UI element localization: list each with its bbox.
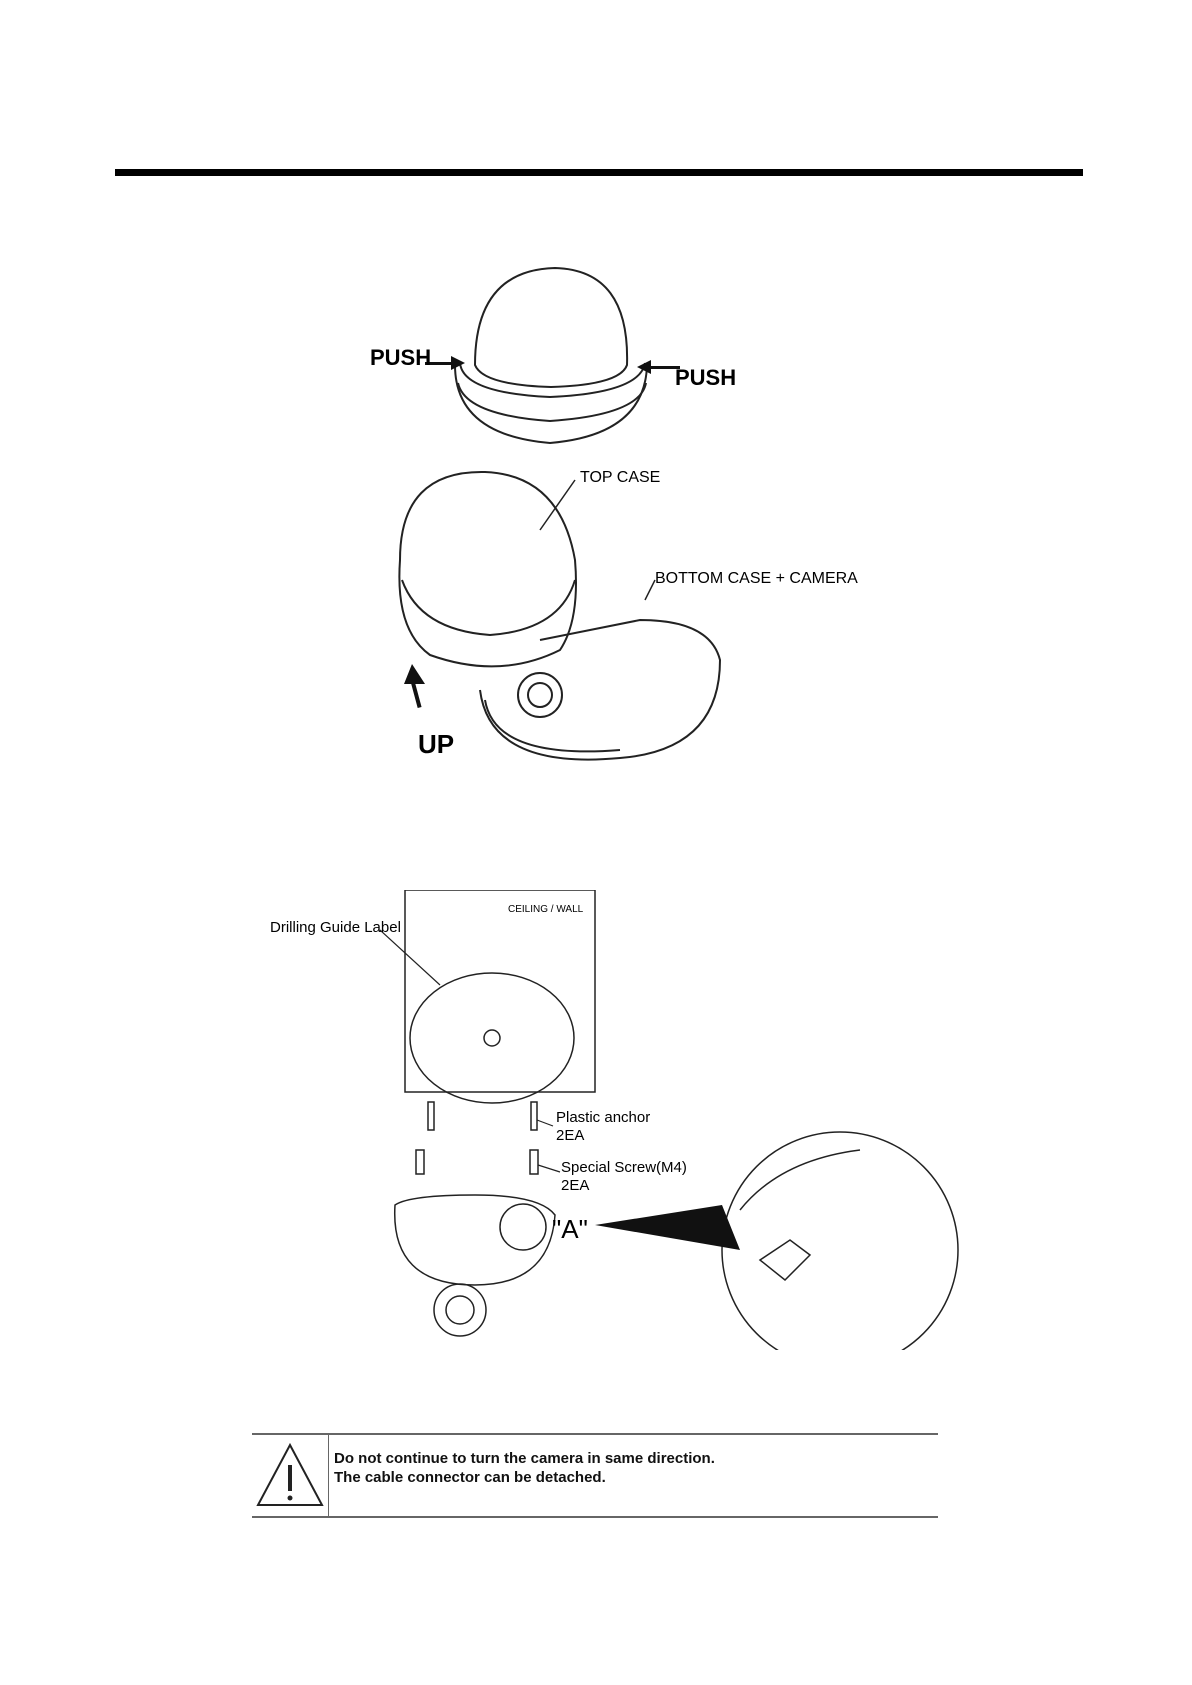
caution-box	[252, 1433, 938, 1518]
drilling-guide-disc	[410, 973, 574, 1103]
caution-line-1: Do not continue to turn the camera in same direction.	[334, 1450, 715, 1467]
caution-icon-cell	[252, 1435, 329, 1516]
push-right-label: PUSH	[675, 365, 737, 390]
special-screw	[416, 1150, 424, 1174]
up-label: UP	[418, 729, 455, 759]
push-left-label: PUSH	[370, 345, 432, 370]
detail-a-marker	[500, 1204, 546, 1250]
detail-a-zoom	[722, 1132, 958, 1350]
camera-lens-mount	[434, 1284, 486, 1336]
dome-base	[455, 365, 647, 443]
guide-leader	[380, 930, 440, 985]
guide-label: Drilling Guide Label	[270, 919, 401, 936]
ceiling-wall-panel	[405, 890, 595, 1092]
wall-label: CEILING / WALL	[508, 904, 584, 915]
bottom-case-label: BOTTOM CASE + CAMERA	[655, 570, 858, 587]
plastic-anchor	[428, 1102, 434, 1130]
camera-body	[395, 1195, 555, 1285]
figure-open-case	[390, 470, 870, 770]
dome-ring	[460, 363, 645, 397]
anchor-qty: 2EA	[556, 1127, 585, 1144]
dome-cover	[475, 268, 627, 387]
up-arrow	[404, 664, 425, 708]
figure-push-dome	[355, 265, 745, 465]
detail-callout-wedge	[595, 1205, 740, 1250]
bottom-case-leader	[645, 580, 655, 600]
screw-qty: 2EA	[561, 1177, 590, 1194]
top-case-leader	[540, 480, 575, 530]
screw-label: Special Screw(M4)	[561, 1159, 687, 1176]
camera-lens	[518, 673, 562, 717]
warning-icon	[252, 1435, 328, 1516]
figure-mounting	[260, 890, 960, 1350]
top-case-label: TOP CASE	[580, 470, 661, 486]
push-right-arrow	[637, 360, 680, 374]
header-rule	[115, 169, 1083, 176]
anchor-label: Plastic anchor	[556, 1109, 651, 1126]
caution-line-2: The cable connector can be detached.	[334, 1469, 606, 1486]
detail-a-label: "A"	[552, 1214, 588, 1244]
dome-ring-lower	[458, 383, 646, 421]
